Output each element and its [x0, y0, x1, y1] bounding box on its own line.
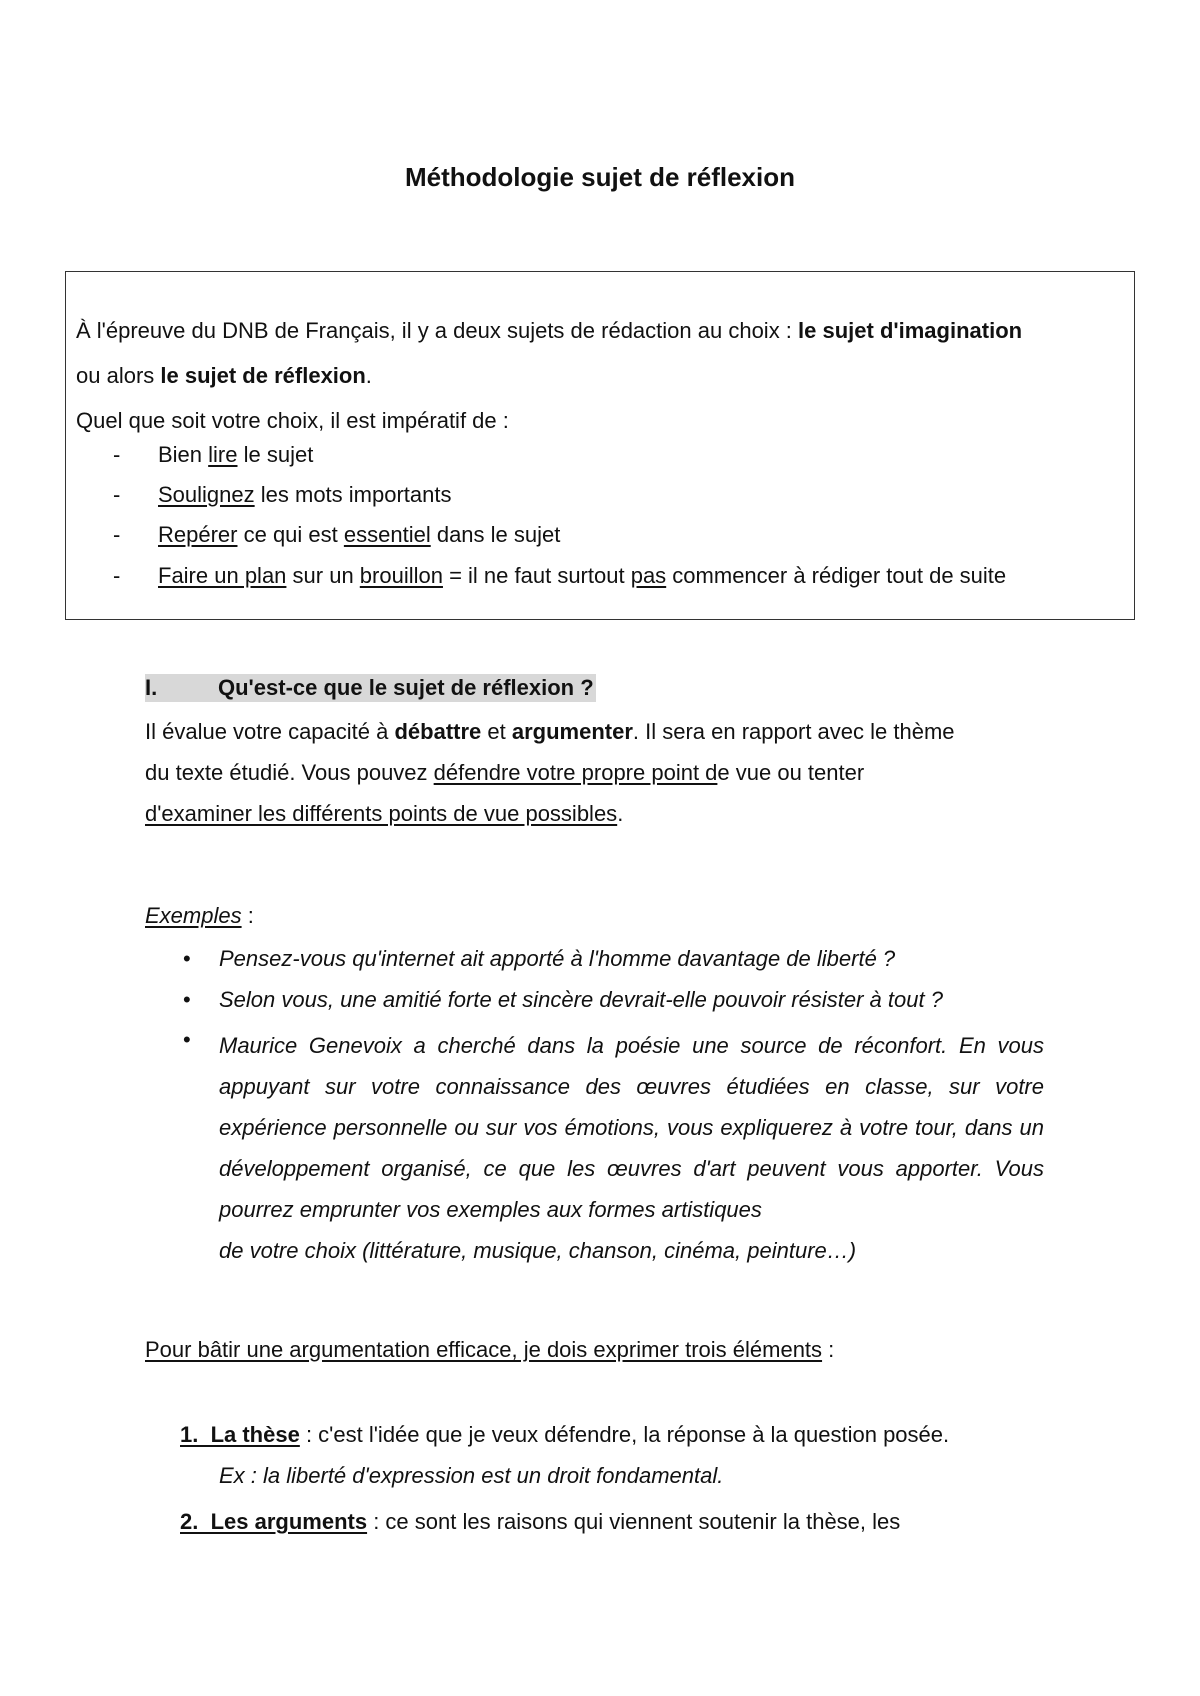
- example-item: Maurice Genevoix a cherché dans la poésie une source de réconfort. En vous appuyant sur votre connaissance des œuvres étudiées en classe, sur votre expérience personnelle ou sur vos émotions, vous expliquerez à votre tour, dans un développement organisé, ce que les œuvres d'art peuvent vous apporter. Vous pourrez emprunter vos exemples aux formes artistiques de votre choix (littérature, musique, chanson, cinéma, peinture…): [219, 1033, 1044, 1263]
- numbered-item-label: 1. La thèse: [180, 1422, 300, 1447]
- section-number: I.: [145, 675, 158, 700]
- section-title: Qu'est-ce que le sujet de réflexion ?: [218, 675, 594, 700]
- paragraph-line-2: du texte étudié. Vous pouvez défendre votre propre point de vue ou tenter: [145, 760, 865, 785]
- example-item: Pensez-vous qu'internet ait apporté à l'homme davantage de liberté ?: [219, 946, 896, 971]
- page-title: Méthodologie sujet de réflexion: [404, 162, 796, 192]
- intro-text: [76, 308, 1126, 443]
- dash-marker: -: [113, 563, 121, 588]
- intro-line-1: À l'épreuve du DNB de Français, il y a deux sujets de rédaction au choix : le sujet d'imagination: [76, 318, 1023, 343]
- dash-marker: -: [113, 482, 121, 507]
- dash-marker: -: [113, 442, 121, 467]
- examples-label: Exemples :: [145, 903, 254, 928]
- example-item: Selon vous, une amitié forte et sincère devrait-elle pouvoir résister à tout ?: [219, 987, 943, 1012]
- section-heading: [145, 674, 596, 702]
- bullet-marker: •: [183, 987, 191, 1012]
- intro-line-2: ou alors le sujet de réflexion.: [76, 363, 372, 388]
- numbered-item-label: 2. Les arguments: [180, 1509, 368, 1534]
- paragraph-line-3: d'examiner les différents points de vue possibles.: [145, 801, 624, 826]
- paragraph-line-1: Il évalue votre capacité à débattre et argumenter. Il sera en rapport avec le thème: [145, 719, 955, 744]
- intro-line-3: Quel que soit votre choix, il est impératif de :: [76, 408, 509, 433]
- bold-reflexion: le sujet de réflexion: [160, 363, 366, 388]
- numbered-item: 2. Les arguments : ce sont les raisons qui viennent soutenir la thèse, les: [180, 1509, 901, 1534]
- bullet-marker: •: [183, 1027, 191, 1052]
- dash-marker: -: [113, 522, 121, 547]
- numbered-item: 1. La thèse : c'est l'idée que je veux défendre, la réponse à la question posée.: [180, 1422, 950, 1447]
- argumentation-intro: Pour bâtir une argumentation efficace, je dois exprimer trois éléments :: [145, 1337, 835, 1362]
- intro-box: À l'épreuve du DNB de Français, il y a deux sujets de rédaction au choix : le sujet d'imagination ou alors le sujet de réflexion. Quel que soit votre choix, il est impératif de : - Bien lire le sujet - Soulignez les mots importants - Repérer ce qui est essentiel dans le sujet - Faire un plan sur un brouillon = il ne faut surtout pas commencer à rédiger tout de suite: [65, 271, 1135, 620]
- bullet-marker: •: [183, 946, 191, 971]
- thesis-example: Ex : la liberté d'expression est un droit fondamental.: [219, 1463, 724, 1488]
- section-paragraph: [145, 711, 955, 834]
- bold-imagination: le sujet d'imagination: [798, 318, 1023, 343]
